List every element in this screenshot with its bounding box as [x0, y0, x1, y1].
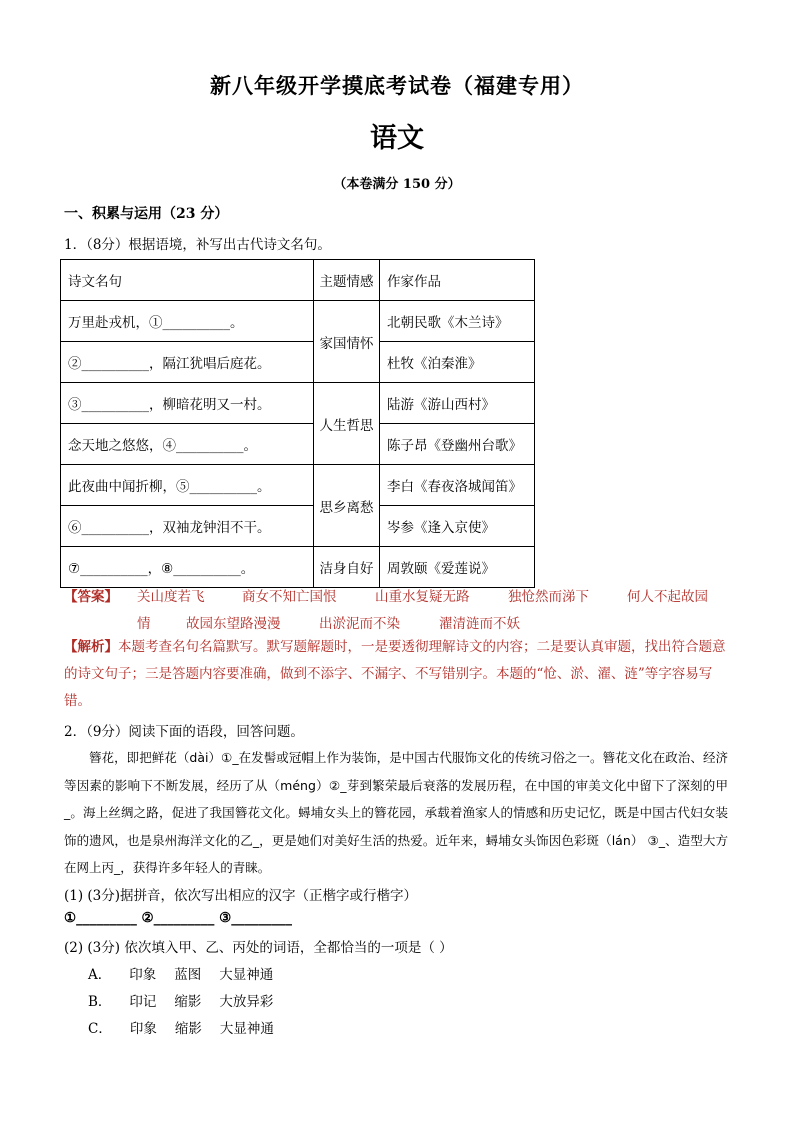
- table-row: [61, 383, 535, 424]
- work-cell: 岑参《逢入京使》: [380, 506, 535, 547]
- exam-title: 新八年级开学摸底考试卷（福建专用）: [210, 73, 584, 98]
- analysis-text: 本题考查名句名篇默写。默写题解题时，一是要透彻理解诗文的内容；二是要认真审题，找出符合题意的诗文句子；三是答题内容要准确，做到不添字、不漏字、不写错别字。本题的“怆、淤、濯、涟”等字容易写错。: [64, 639, 726, 709]
- work-cell: 周敦颐《爱莲说》: [380, 547, 535, 588]
- verse-cell: ⑥__________，双袖龙钟泪不干。: [61, 506, 314, 547]
- theme-cell: 思乡离愁: [314, 465, 380, 547]
- option-word: 大显神通: [219, 1021, 274, 1037]
- score-note: （本卷满分 150 分）: [333, 177, 461, 192]
- table-row: [61, 547, 535, 588]
- table-row: [61, 342, 535, 383]
- option-word: 印象: [129, 1021, 157, 1037]
- answer-item: 商女不知亡国恨: [242, 589, 337, 605]
- table-row: [61, 424, 535, 465]
- table-header-row: [61, 260, 535, 301]
- option-a: [88, 963, 291, 983]
- option-word: 大放异彩: [219, 994, 274, 1010]
- option-b: [88, 990, 291, 1010]
- option-label: B．: [88, 994, 112, 1010]
- question-1-stem: 1．（8分）根据语境，补写出古代诗文名句。: [64, 237, 331, 253]
- option-word: 缩影: [174, 1021, 202, 1037]
- table-row: [61, 465, 535, 506]
- answer-item: 故园东望路漫漫: [186, 616, 281, 632]
- subject-title: 语文: [370, 123, 424, 154]
- question-2-stem: 2．（9分）阅读下面的语段，回答问题。: [64, 724, 304, 740]
- option-word: 蓝图: [174, 967, 202, 983]
- subquestion-2: (2) (3分) 依次填入甲、乙、丙处的词语，全都恰当的一项是（ ）: [64, 940, 453, 956]
- reading-passage: 簪花，即把鲜花（dài）①_在发髻或冠帽上作为装饰，是中国古代服饰文化的传统习俗之一。簪花文化在政治、经济等因素的影响下不断发展，经历了从（méng）②_芽到繁荣最后衰落的发展历程，在中国的审美文化中留下了深刻的甲_。海上丝绸之路，促进了我国簪花文化。蟳埔女头上的簪花园，承载着渔家人的情感和历史记忆，既是中国古代妇女装饰的遗风，也是泉州海洋文化的乙_，更是她们对美好生活的热爱。近年来，蟳埔女头饰因色彩斑（lán） ③_、造型大方在网上丙_，获得许多年轻人的青睐。: [64, 750, 728, 875]
- verse-cell: ②__________，隔江犹唱后庭花。: [61, 342, 314, 383]
- answer-item: 出淤泥而不染: [319, 616, 400, 632]
- theme-cell: 洁身自好: [314, 547, 380, 588]
- verse-cell: 万里赴戎机，①__________。: [61, 301, 314, 342]
- option-word: 印象: [129, 967, 157, 983]
- theme-cell: 家国情怀: [314, 301, 380, 383]
- work-cell: 李白《春夜洛城闻笛》: [380, 465, 535, 506]
- answer-item: 关山度若飞: [137, 589, 205, 605]
- theme-cell: 人生哲思: [314, 383, 380, 465]
- verse-cell: ⑦__________，⑧__________。: [61, 547, 314, 588]
- answer-item: 何人不起故园: [627, 589, 708, 605]
- verse-cell: ③__________，柳暗花明又一村。: [61, 383, 314, 424]
- answer-item: 山重水复疑无路: [375, 589, 470, 605]
- work-cell: 杜牧《泊秦淮》: [380, 342, 535, 383]
- work-cell: 陈子昂《登幽州台歌》: [380, 424, 535, 465]
- verse-cell: 念天地之悠悠，④__________。: [61, 424, 314, 465]
- work-cell: 北朝民歌《木兰诗》: [380, 301, 535, 342]
- answer-item: 濯清涟而不妖: [439, 616, 520, 632]
- table-row: [61, 301, 535, 342]
- table-header: 作家作品: [380, 260, 535, 301]
- option-word: 大显神通: [219, 967, 274, 983]
- section-heading: 一、积累与运用（23 分）: [64, 206, 229, 222]
- analysis-tag: 【解析】: [64, 639, 118, 655]
- answer-item: 情: [137, 616, 151, 632]
- answer-tag: 【答案】: [64, 589, 118, 605]
- table-row: [61, 506, 535, 547]
- analysis-block: [64, 634, 730, 715]
- option-label: A．: [88, 967, 112, 983]
- answer-item: 独怆然而涕下: [508, 589, 589, 605]
- option-word: 缩影: [174, 994, 202, 1010]
- option-label: C．: [88, 1021, 112, 1037]
- verse-cell: 此夜曲中闻折柳，⑤__________。: [61, 465, 314, 506]
- answer-blanks: ①_________ ②_________ ③_________: [64, 910, 292, 926]
- poem-table: [60, 259, 535, 588]
- subquestion-1: (1) (3分)据拼音，依次写出相应的汉字（正楷字或行楷字）: [64, 888, 418, 904]
- table-header: 诗文名句: [61, 260, 314, 301]
- option-c: [88, 1017, 292, 1037]
- work-cell: 陆游《游山西村》: [380, 383, 535, 424]
- table-header: 主题情感: [314, 260, 380, 301]
- option-word: 印记: [129, 994, 157, 1010]
